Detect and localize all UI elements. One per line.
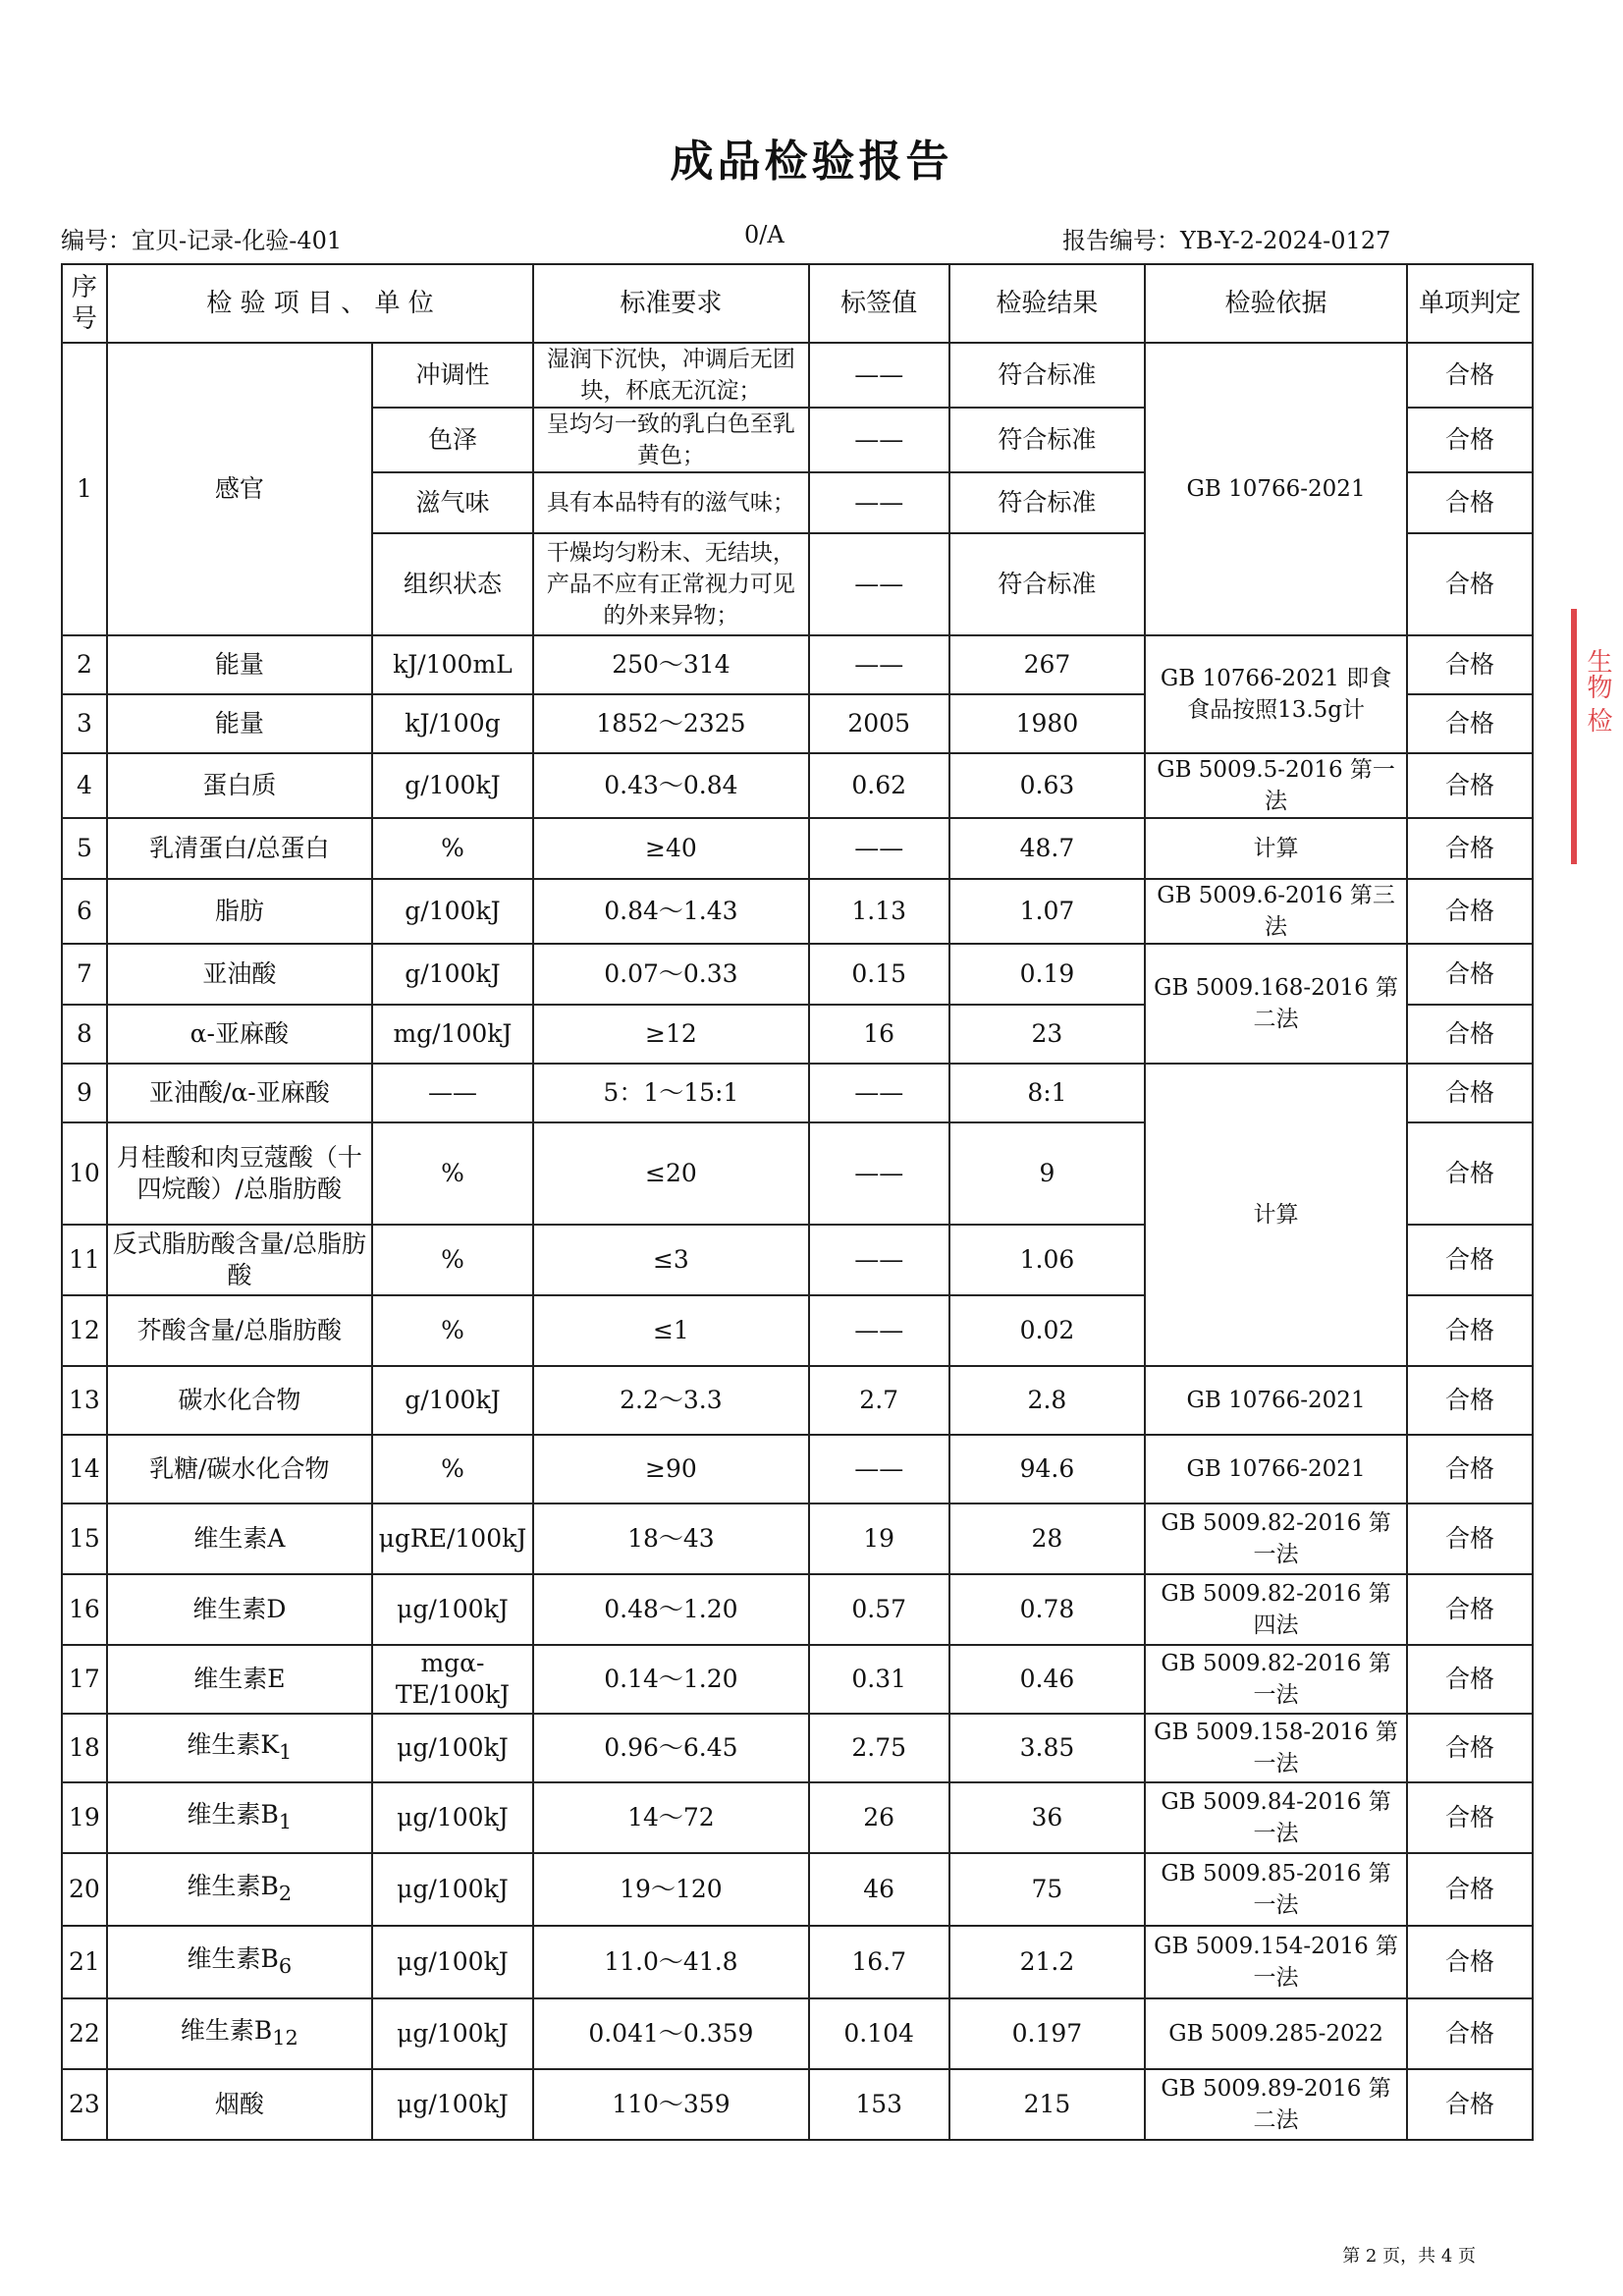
result-cell: 267 [949, 635, 1146, 694]
standard-cell: 具有本品特有的滋气味； [533, 472, 809, 533]
row-item: 乳糖/碳水化合物 [107, 1435, 372, 1503]
verdict-cell: 合格 [1407, 472, 1533, 533]
row-item: 维生素E [107, 1645, 372, 1714]
row-seq: 14 [62, 1435, 107, 1503]
label-cell: 16.7 [809, 1926, 949, 1998]
verdict-cell: 合格 [1407, 818, 1533, 879]
report-number: 报告编号：YB-Y-2-2024-0127 [1062, 227, 1391, 254]
verdict-cell: 合格 [1407, 1714, 1533, 1782]
row-item: 反式脂肪酸含量/总脂肪酸 [107, 1225, 372, 1295]
row-unit: μg/100kJ [372, 1574, 533, 1645]
result-cell: 1980 [949, 694, 1146, 753]
result-cell: 1.07 [949, 879, 1146, 944]
basis-cell: GB 5009.82-2016 第一法 [1145, 1503, 1407, 1574]
table-row [62, 1645, 1533, 1714]
vitamin-name: 维生素B [187, 1799, 279, 1829]
basis-cell: GB 5009.82-2016 第四法 [1145, 1574, 1407, 1645]
standard-cell: ≥12 [533, 1005, 809, 1064]
verdict-cell: 合格 [1407, 753, 1533, 818]
table-row [62, 343, 1533, 408]
row-seq: 10 [62, 1122, 107, 1225]
verdict-cell: 合格 [1407, 1005, 1533, 1064]
basis-cell: 计算 [1145, 818, 1407, 879]
row-item: 脂肪 [107, 879, 372, 944]
row-unit: μg/100kJ [372, 2069, 533, 2140]
vitamin-name: 维生素K [187, 1729, 280, 1759]
row-item [107, 1714, 372, 1782]
label-cell: —— [809, 472, 949, 533]
verdict-cell: 合格 [1407, 1782, 1533, 1853]
standard-cell: 250～314 [533, 635, 809, 694]
result-cell: 1.06 [949, 1225, 1146, 1295]
label-cell: —— [809, 1122, 949, 1225]
label-cell: 19 [809, 1503, 949, 1574]
verdict-cell: 合格 [1407, 1998, 1533, 2069]
row-seq: 9 [62, 1064, 107, 1122]
basis-cell: GB 10766-2021 [1145, 343, 1407, 635]
table-row [62, 1714, 1533, 1782]
standard-cell: 0.14～1.20 [533, 1645, 809, 1714]
table-row [62, 1435, 1533, 1503]
standard-cell: 14～72 [533, 1782, 809, 1853]
row-seq: 1 [62, 343, 107, 635]
standard-cell: 110～359 [533, 2069, 809, 2140]
label-cell: —— [809, 533, 949, 635]
row-seq: 3 [62, 694, 107, 753]
row-seq: 16 [62, 1574, 107, 1645]
row-unit: % [372, 818, 533, 879]
label-cell: 2.75 [809, 1714, 949, 1782]
table-row [62, 1064, 1533, 1122]
vitamin-subscript: 12 [272, 2025, 298, 2050]
result-cell: 符合标准 [949, 408, 1146, 472]
sub-item: 色泽 [372, 408, 533, 472]
basis-cell: GB 5009.89-2016 第二法 [1145, 2069, 1407, 2140]
result-cell: 0.46 [949, 1645, 1146, 1714]
result-cell: 215 [949, 2069, 1146, 2140]
row-item: 能量 [107, 635, 372, 694]
label-cell: 16 [809, 1005, 949, 1064]
label-cell: —— [809, 1064, 949, 1122]
row-unit: mgα-TE/100kJ [372, 1645, 533, 1714]
page-footer: 第 2 页，共 4 页 [1342, 2246, 1476, 2267]
vitamin-subscript: 1 [279, 1739, 293, 1764]
basis-cell: GB 5009.84-2016 第一法 [1145, 1782, 1407, 1853]
label-cell: 46 [809, 1853, 949, 1926]
result-cell: 48.7 [949, 818, 1146, 879]
basis-cell: GB 10766-2021 [1145, 1366, 1407, 1435]
result-cell: 36 [949, 1782, 1146, 1853]
sub-item: 组织状态 [372, 533, 533, 635]
label-cell: 1.13 [809, 879, 949, 944]
basis-cell: GB 10766-2021 [1145, 1435, 1407, 1503]
table-row [62, 1366, 1533, 1435]
record-code: 编号：宜贝-记录-化验-401 [61, 227, 343, 254]
label-cell: 153 [809, 2069, 949, 2140]
basis-cell: GB 5009.82-2016 第一法 [1145, 1645, 1407, 1714]
verdict-cell: 合格 [1407, 944, 1533, 1005]
row-seq: 20 [62, 1853, 107, 1926]
result-cell: 21.2 [949, 1926, 1146, 1998]
row-item: 感官 [107, 343, 372, 635]
header-standard: 标准要求 [533, 264, 809, 343]
basis-cell: GB 5009.6-2016 第三法 [1145, 879, 1407, 944]
standard-cell: ≥90 [533, 1435, 809, 1503]
row-unit: g/100kJ [372, 879, 533, 944]
label-cell: 0.31 [809, 1645, 949, 1714]
label-cell: 0.62 [809, 753, 949, 818]
table-row [62, 944, 1533, 1005]
row-item [107, 1782, 372, 1853]
label-cell: —— [809, 635, 949, 694]
result-cell: 9 [949, 1122, 1146, 1225]
basis-cell: GB 5009.154-2016 第一法 [1145, 1926, 1407, 1998]
table-row [62, 1853, 1533, 1926]
basis-cell: GB 5009.158-2016 第一法 [1145, 1714, 1407, 1782]
verdict-cell: 合格 [1407, 1122, 1533, 1225]
row-seq: 4 [62, 753, 107, 818]
vitamin-name: 维生素B [187, 1871, 279, 1900]
row-unit: g/100kJ [372, 753, 533, 818]
inspection-table [61, 263, 1534, 2141]
sub-item: 冲调性 [372, 343, 533, 408]
table-row [62, 2069, 1533, 2140]
result-cell: 0.197 [949, 1998, 1146, 2069]
result-cell: 0.19 [949, 944, 1146, 1005]
standard-cell: ≤20 [533, 1122, 809, 1225]
row-item: 乳清蛋白/总蛋白 [107, 818, 372, 879]
table-row [62, 818, 1533, 879]
verdict-cell: 合格 [1407, 1503, 1533, 1574]
standard-cell: ≤1 [533, 1295, 809, 1366]
row-unit: μg/100kJ [372, 1998, 533, 2069]
header-seq: 序号 [62, 264, 107, 343]
row-unit: kJ/100g [372, 694, 533, 753]
row-unit: μg/100kJ [372, 1853, 533, 1926]
row-unit: μg/100kJ [372, 1782, 533, 1853]
table-row [62, 1998, 1533, 2069]
row-item: 烟酸 [107, 2069, 372, 2140]
result-cell: 2.8 [949, 1366, 1146, 1435]
result-cell: 0.02 [949, 1295, 1146, 1366]
standard-cell: ≤3 [533, 1225, 809, 1295]
standard-cell: 0.48～1.20 [533, 1574, 809, 1645]
header-item-unit: 检 验 项 目 、 单 位 [107, 264, 533, 343]
basis-cell: 计算 [1145, 1064, 1407, 1366]
row-unit: % [372, 1435, 533, 1503]
stamp-text: 生物 检 [1583, 648, 1612, 734]
table-row [62, 753, 1533, 818]
basis-cell: GB 5009.168-2016 第二法 [1145, 944, 1407, 1064]
verdict-cell: 合格 [1407, 635, 1533, 694]
vitamin-name: 维生素B [187, 1943, 279, 1973]
row-item: 维生素A [107, 1503, 372, 1574]
row-item: 芥酸含量/总脂肪酸 [107, 1295, 372, 1366]
header-basis: 检验依据 [1145, 264, 1407, 343]
result-cell: 符合标准 [949, 472, 1146, 533]
verdict-cell: 合格 [1407, 1225, 1533, 1295]
red-stamp-mark [1571, 609, 1616, 864]
row-unit: μg/100kJ [372, 1926, 533, 1998]
row-item: 能量 [107, 694, 372, 753]
standard-cell: 湿润下沉快，冲调后无团块，杯底无沉淀； [533, 343, 809, 408]
row-item [107, 1853, 372, 1926]
result-cell: 符合标准 [949, 533, 1146, 635]
row-seq: 17 [62, 1645, 107, 1714]
vitamin-subscript: 2 [278, 1881, 293, 1905]
result-cell: 75 [949, 1853, 1146, 1926]
row-item: 亚油酸 [107, 944, 372, 1005]
verdict-cell: 合格 [1407, 533, 1533, 635]
label-cell: —— [809, 408, 949, 472]
standard-cell: 呈均匀一致的乳白色至乳黄色； [533, 408, 809, 472]
verdict-cell: 合格 [1407, 1574, 1533, 1645]
basis-cell: GB 5009.285-2022 [1145, 1998, 1407, 2069]
row-unit: kJ/100mL [372, 635, 533, 694]
row-seq: 2 [62, 635, 107, 694]
basis-cell: GB 10766-2021 即食食品按照13.5g计 [1145, 635, 1407, 753]
row-unit: g/100kJ [372, 944, 533, 1005]
basis-cell: GB 5009.85-2016 第一法 [1145, 1853, 1407, 1926]
row-seq: 13 [62, 1366, 107, 1435]
row-item: 月桂酸和肉豆蔻酸（十四烷酸）/总脂肪酸 [107, 1122, 372, 1225]
row-item: 亚油酸/α-亚麻酸 [107, 1064, 372, 1122]
verdict-cell: 合格 [1407, 1366, 1533, 1435]
row-seq: 11 [62, 1225, 107, 1295]
row-item [107, 1998, 372, 2069]
row-unit: % [372, 1295, 533, 1366]
standard-cell: 18～43 [533, 1503, 809, 1574]
version: 0/A [744, 221, 784, 248]
label-cell: 0.57 [809, 1574, 949, 1645]
verdict-cell: 合格 [1407, 879, 1533, 944]
vitamin-name: 维生素B [180, 2015, 273, 2045]
row-item: α-亚麻酸 [107, 1005, 372, 1064]
verdict-cell: 合格 [1407, 1926, 1533, 1998]
standard-cell: 0.041～0.359 [533, 1998, 809, 2069]
row-seq: 18 [62, 1714, 107, 1782]
standard-cell: 干燥均匀粉末、无结块，产品不应有正常视力可见的外来异物； [533, 533, 809, 635]
result-cell: 0.63 [949, 753, 1146, 818]
row-seq: 8 [62, 1005, 107, 1064]
label-cell: 0.104 [809, 1998, 949, 2069]
standard-cell: 1852～2325 [533, 694, 809, 753]
row-unit: μgRE/100kJ [372, 1503, 533, 1574]
header-row [62, 264, 1533, 343]
label-cell: 2005 [809, 694, 949, 753]
label-cell: —— [809, 818, 949, 879]
row-unit: g/100kJ [372, 1366, 533, 1435]
standard-cell: 0.84～1.43 [533, 879, 809, 944]
label-cell: —— [809, 1435, 949, 1503]
table-row [62, 635, 1533, 694]
row-item: 碳水化合物 [107, 1366, 372, 1435]
row-seq: 6 [62, 879, 107, 944]
row-item: 维生素D [107, 1574, 372, 1645]
vitamin-subscript: 6 [278, 1953, 293, 1978]
row-seq: 19 [62, 1782, 107, 1853]
verdict-cell: 合格 [1407, 408, 1533, 472]
verdict-cell: 合格 [1407, 1064, 1533, 1122]
table-row [62, 1503, 1533, 1574]
standard-cell: 0.07～0.33 [533, 944, 809, 1005]
standard-cell: 11.0～41.8 [533, 1926, 809, 1998]
row-seq: 12 [62, 1295, 107, 1366]
row-unit: —— [372, 1064, 533, 1122]
result-cell: 28 [949, 1503, 1146, 1574]
table-row [62, 1926, 1533, 1998]
verdict-cell: 合格 [1407, 694, 1533, 753]
sub-item: 滋气味 [372, 472, 533, 533]
result-cell: 3.85 [949, 1714, 1146, 1782]
row-item: 蛋白质 [107, 753, 372, 818]
basis-cell: GB 5009.5-2016 第一法 [1145, 753, 1407, 818]
verdict-cell: 合格 [1407, 1295, 1533, 1366]
row-unit: μg/100kJ [372, 1714, 533, 1782]
report-title: 成品检验报告 [670, 137, 953, 187]
row-seq: 15 [62, 1503, 107, 1574]
verdict-cell: 合格 [1407, 2069, 1533, 2140]
row-unit: % [372, 1225, 533, 1295]
row-seq: 5 [62, 818, 107, 879]
header-label-value: 标签值 [809, 264, 949, 343]
header-result: 检验结果 [949, 264, 1146, 343]
row-unit: mg/100kJ [372, 1005, 533, 1064]
verdict-cell: 合格 [1407, 343, 1533, 408]
standard-cell: ≥40 [533, 818, 809, 879]
row-seq: 22 [62, 1998, 107, 2069]
table-row [62, 1574, 1533, 1645]
table-row [62, 1782, 1533, 1853]
row-seq: 23 [62, 2069, 107, 2140]
standard-cell: 5：1～15:1 [533, 1064, 809, 1122]
label-cell: —— [809, 1295, 949, 1366]
label-cell: —— [809, 1225, 949, 1295]
result-cell: 23 [949, 1005, 1146, 1064]
row-unit: % [372, 1122, 533, 1225]
standard-cell: 0.43～0.84 [533, 753, 809, 818]
label-cell: 0.15 [809, 944, 949, 1005]
label-cell: —— [809, 343, 949, 408]
standard-cell: 0.96～6.45 [533, 1714, 809, 1782]
standard-cell: 19～120 [533, 1853, 809, 1926]
result-cell: 符合标准 [949, 343, 1146, 408]
label-cell: 26 [809, 1782, 949, 1853]
standard-cell: 2.2～3.3 [533, 1366, 809, 1435]
result-cell: 8:1 [949, 1064, 1146, 1122]
row-item [107, 1926, 372, 1998]
label-cell: 2.7 [809, 1366, 949, 1435]
row-seq: 7 [62, 944, 107, 1005]
header-verdict: 单项判定 [1407, 264, 1533, 343]
row-seq: 21 [62, 1926, 107, 1998]
verdict-cell: 合格 [1407, 1645, 1533, 1714]
result-cell: 0.78 [949, 1574, 1146, 1645]
verdict-cell: 合格 [1407, 1853, 1533, 1926]
verdict-cell: 合格 [1407, 1435, 1533, 1503]
table-row [62, 879, 1533, 944]
vitamin-subscript: 1 [278, 1809, 293, 1833]
result-cell: 94.6 [949, 1435, 1146, 1503]
